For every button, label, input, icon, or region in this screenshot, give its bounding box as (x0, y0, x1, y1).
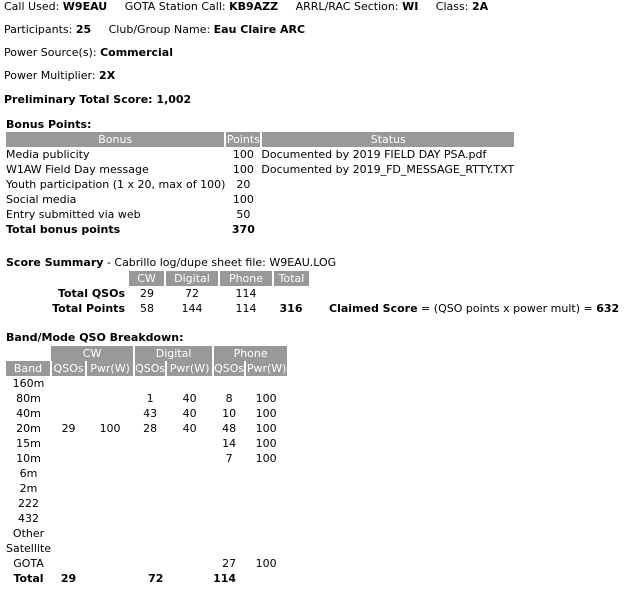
qsos-digital: 72 (185, 287, 199, 300)
breakdown-band: 2m (19, 482, 38, 495)
breakdown-cell-pp (245, 511, 287, 526)
breakdown-cell-pp (245, 526, 287, 541)
breakdown-cell-cwq (51, 511, 86, 526)
breakdown-cell-pq: 10 (222, 407, 237, 420)
summary-title-line (6, 256, 336, 269)
breakdown-cell-dq (134, 451, 166, 466)
breakdown-row (6, 481, 287, 496)
breakdown-cell-pp (245, 541, 287, 556)
summary-row-points (6, 301, 619, 316)
header-line-2 (4, 23, 305, 36)
claimed-score (309, 301, 619, 316)
breakdown-cell-pp (245, 496, 287, 511)
claimed-label: Claimed Score (329, 302, 418, 315)
power-source-label: Power Source(s): (4, 46, 97, 59)
breakdown-row (6, 556, 287, 571)
breakdown-cell-dp (166, 466, 213, 481)
prelim-score (4, 93, 191, 106)
breakdown-cell-pq (213, 376, 245, 391)
breakdown-cell-dp (166, 451, 213, 466)
bonus-points: 100 (232, 148, 254, 161)
breakdown-cell-cwq (51, 556, 86, 571)
breakdown-cell-cwq (51, 391, 86, 406)
summary-col-digital: Digital (165, 271, 219, 286)
breakdown-row (6, 436, 287, 451)
header-line-1 (4, 0, 488, 13)
breakdown-cell-pq (213, 466, 245, 481)
breakdown-total-digital: 72 (148, 572, 164, 585)
power-mult-value: 2X (99, 69, 116, 82)
bonus-row (6, 192, 514, 207)
section-label: ARRL/RAC Section: (295, 0, 399, 13)
breakdown-cell-cwp (86, 466, 134, 481)
breakdown-row (6, 511, 287, 526)
points-phone: 114 (235, 302, 257, 315)
breakdown-cell-dq (134, 466, 166, 481)
breakdown-row (6, 451, 287, 466)
breakdown-cell-pp (245, 466, 287, 481)
breakdown-band: 40m (16, 407, 41, 420)
call-used-value: W9EAU (62, 0, 108, 13)
breakdown-band: 15m (16, 437, 41, 450)
breakdown-cell-pp: 100 (255, 452, 277, 465)
breakdown-cell-dq (134, 376, 166, 391)
bonus-total-row (6, 222, 514, 237)
header-line-3 (4, 46, 173, 59)
breakdown-cell-cwp (86, 391, 134, 406)
breakdown-col-digital-qsos: QSOs (135, 362, 166, 375)
breakdown-cell-cwq (51, 466, 86, 481)
bonus-name: Youth participation (1 x 20, max of 100) (6, 178, 226, 191)
breakdown-total-row (6, 571, 287, 586)
class-value: 2A (471, 0, 489, 13)
bonus-col-status: Status (261, 132, 514, 147)
breakdown-total-label: Total (13, 572, 44, 585)
breakdown-col-phone-qsos: QSOs (214, 362, 245, 375)
breakdown-row (6, 541, 287, 556)
breakdown-cell-dp (166, 541, 213, 556)
breakdown-col-digital-pwr: Pwr(W) (166, 361, 213, 376)
bonus-status: Documented by 2019_FD_MESSAGE_RTTY.TXT (261, 163, 515, 176)
breakdown-cell-pq (213, 526, 245, 541)
breakdown-cell-pp: 100 (255, 392, 277, 405)
breakdown-cell-dq (134, 496, 166, 511)
breakdown-cell-dp (166, 481, 213, 496)
call-used-label: Call Used: (4, 0, 60, 13)
breakdown-cell-cwp (86, 496, 134, 511)
breakdown-cell-cwp (86, 556, 134, 571)
breakdown-band: GOTA (13, 557, 44, 570)
breakdown-cell-dq: 43 (143, 407, 158, 420)
breakdown-cell-pq: 27 (222, 557, 237, 570)
power-mult-label: Power Multiplier: (4, 69, 96, 82)
bonus-total-label: Total bonus points (6, 223, 121, 236)
bonus-name: Entry submitted via web (6, 208, 141, 221)
breakdown-cell-pq (213, 511, 245, 526)
breakdown-cell-dp (166, 436, 213, 451)
breakdown-grp-cw: CW (51, 346, 134, 361)
breakdown-cell-pp: 100 (255, 407, 277, 420)
breakdown-cell-dp: 40 (182, 407, 197, 420)
participants-label: Participants: (4, 23, 73, 36)
breakdown-row (6, 466, 287, 481)
breakdown-cell-dp (166, 526, 213, 541)
breakdown-cell-pq (213, 541, 245, 556)
bonus-points: 20 (236, 178, 251, 191)
breakdown-cell-pq: 14 (222, 437, 237, 450)
breakdown-cell-cwq (51, 451, 86, 466)
bonus-table (6, 132, 514, 237)
breakdown-band: 160m (12, 377, 45, 390)
points-total: 316 (279, 302, 303, 315)
breakdown-cell-pq: 48 (222, 422, 237, 435)
qsos-label: Total QSOs (57, 287, 125, 300)
breakdown-cell-dq (134, 556, 166, 571)
breakdown-cell-cwp (86, 526, 134, 541)
bonus-name: Media publicity (6, 148, 90, 161)
bonus-row (6, 177, 514, 192)
qsos-phone: 114 (235, 287, 257, 300)
breakdown-col-cw-qsos: QSOs (51, 361, 86, 376)
breakdown-cell-dq: 28 (143, 422, 158, 435)
club-value: Eau Claire ARC (213, 23, 306, 36)
claimed-formula: = (QSO points x power mult) = (417, 302, 597, 315)
points-cw: 58 (140, 302, 154, 315)
breakdown-cell-pp: 100 (255, 437, 277, 450)
breakdown-cell-cwq: 29 (61, 422, 76, 435)
breakdown-cell-dp (166, 496, 213, 511)
bonus-status (261, 207, 514, 222)
bonus-total-value: 370 (231, 223, 255, 236)
prelim-value: 1,002 (156, 93, 192, 106)
breakdown-cell-cwp (86, 451, 134, 466)
breakdown-row (6, 526, 287, 541)
breakdown-cell-dq: 1 (146, 392, 154, 405)
breakdown-row (6, 496, 287, 511)
summary-subtitle: - Cabrillo log/dupe sheet file: W9EAU.LOG (103, 256, 337, 269)
breakdown-cell-pp: 100 (255, 557, 277, 570)
section-value: WI (402, 0, 419, 13)
breakdown-col-cw-pwr: Pwr(W) (86, 361, 134, 376)
breakdown-cell-cwq (51, 406, 86, 421)
breakdown-cell-dq (134, 541, 166, 556)
participants-value: 25 (75, 23, 92, 36)
summary-table (6, 271, 619, 316)
bonus-col-points: Points (226, 133, 260, 146)
qsos-cw: 29 (140, 287, 154, 300)
bonus-title: Bonus Points: (6, 118, 92, 131)
breakdown-cell-dq (134, 511, 166, 526)
breakdown-cell-pq: 7 (225, 452, 233, 465)
bonus-points: 100 (232, 193, 254, 206)
bonus-row (6, 207, 514, 222)
breakdown-total-phone: 114 (213, 572, 237, 585)
points-label: Total Points (52, 302, 125, 315)
bonus-status (261, 177, 514, 192)
breakdown-cell-cwp (86, 406, 134, 421)
breakdown-cell-cwq (51, 496, 86, 511)
summary-title: Score Summary (6, 256, 104, 269)
summary-col-total: Total (273, 271, 309, 286)
breakdown-cell-cwq (51, 481, 86, 496)
breakdown-cell-cwq (51, 541, 86, 556)
breakdown-cell-dq (134, 526, 166, 541)
class-label: Class: (435, 0, 469, 13)
breakdown-cell-cwp (86, 436, 134, 451)
breakdown-row (6, 406, 287, 421)
breakdown-band: 80m (16, 392, 41, 405)
claimed-value: 632 (596, 302, 620, 315)
breakdown-band: 10m (16, 452, 41, 465)
gota-value: KB9AZZ (229, 0, 279, 13)
summary-col-phone: Phone (219, 271, 273, 286)
breakdown-table (6, 346, 287, 586)
breakdown-band: 432 (18, 512, 40, 525)
breakdown-cell-pp (245, 376, 287, 391)
breakdown-band: Satellite (6, 542, 52, 555)
breakdown-cell-cwq (51, 376, 86, 391)
bonus-row (6, 147, 514, 162)
bonus-status: Documented by 2019 FIELD DAY PSA.pdf (261, 148, 487, 161)
breakdown-title: Band/Mode QSO Breakdown: (6, 331, 184, 344)
breakdown-cell-dp: 40 (182, 392, 197, 405)
breakdown-cell-cwq (51, 436, 86, 451)
breakdown-row (6, 376, 287, 391)
breakdown-grp-phone: Phone (213, 346, 287, 361)
breakdown-band: 222 (18, 497, 40, 510)
prelim-label: Preliminary Total Score: (4, 93, 153, 106)
bonus-name: Social media (6, 193, 77, 206)
breakdown-cell-dp (166, 556, 213, 571)
breakdown-band: 6m (19, 467, 38, 480)
breakdown-cell-pp: 100 (255, 422, 277, 435)
summary-row-qsos (6, 286, 619, 301)
bonus-col-bonus: Bonus (6, 132, 225, 147)
breakdown-cell-cwq (51, 526, 86, 541)
breakdown-band: Other (12, 527, 45, 540)
breakdown-cell-pq: 8 (225, 392, 233, 405)
breakdown-cell-pq (213, 496, 245, 511)
breakdown-cell-dq (134, 481, 166, 496)
breakdown-band: 20m (16, 422, 41, 435)
breakdown-cell-dq (134, 436, 166, 451)
points-digital: 144 (181, 302, 203, 315)
breakdown-cell-dp: 40 (182, 422, 197, 435)
bonus-points: 50 (236, 208, 251, 221)
breakdown-total-cw: 29 (60, 572, 77, 585)
bonus-name: W1AW Field Day message (6, 163, 149, 176)
breakdown-row (6, 391, 287, 406)
bonus-row (6, 162, 514, 177)
gota-label: GOTA Station Call: (124, 0, 226, 13)
club-label: Club/Group Name: (108, 23, 211, 36)
breakdown-cell-pp (245, 481, 287, 496)
breakdown-col-band: Band (6, 361, 51, 376)
bonus-points: 100 (232, 163, 254, 176)
header-line-4 (4, 69, 115, 82)
breakdown-cell-cwp (86, 481, 134, 496)
breakdown-cell-cwp (86, 541, 134, 556)
breakdown-cell-dp (166, 376, 213, 391)
summary-col-cw: CW (129, 271, 165, 286)
breakdown-cell-cwp (86, 511, 134, 526)
power-source-value: Commercial (100, 46, 173, 59)
breakdown-col-phone-pwr: Pwr(W) (246, 362, 287, 375)
breakdown-cell-pq (213, 481, 245, 496)
bonus-status (261, 192, 514, 207)
breakdown-grp-digital: Digital (134, 346, 213, 361)
breakdown-cell-cwp: 100 (99, 422, 121, 435)
breakdown-row (6, 421, 287, 436)
breakdown-cell-cwp (86, 376, 134, 391)
breakdown-cell-dp (166, 511, 213, 526)
